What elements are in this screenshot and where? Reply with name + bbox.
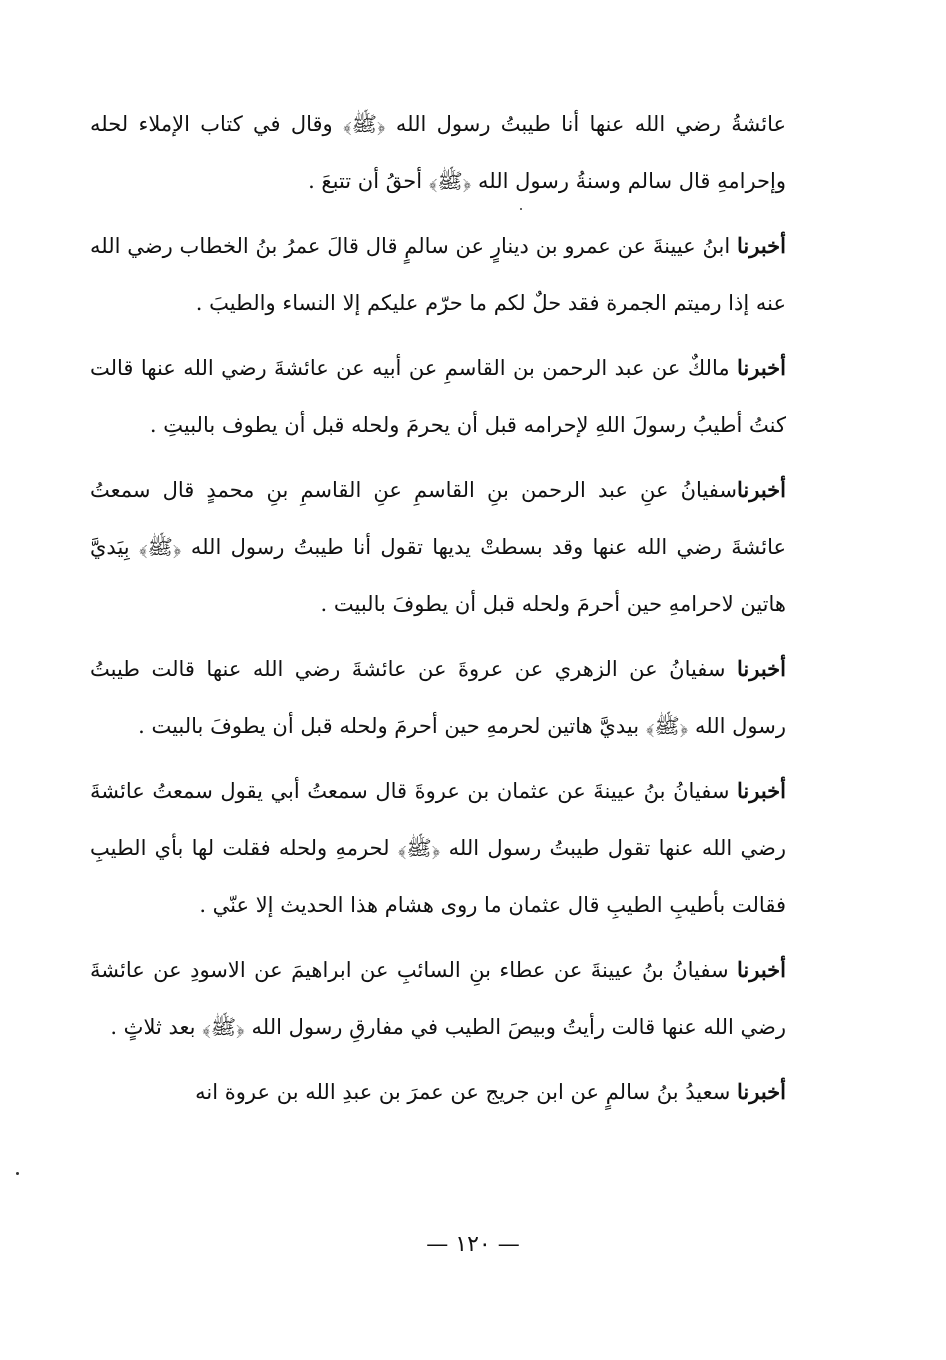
paragraph-lead: أخبرنا — [737, 1079, 786, 1104]
paragraph-text: ابنُ عيينةَ عن عمرو بن دينارٍ عن سالمٍ قال قالَ عمرُ بنُ الخطاب رضي الله عنه إذا رميتم الجمرة فقد حلٌ لكم ما حرّم عليكم إلا النساء والطيبَ . — [90, 234, 786, 315]
paragraph-text: عائشةُ رضي الله عنها أنا طيبتُ رسول الله ﴿ﷺ﴾ وقال في كتاب الإملاء لحله وإحرامهِ قال سالم وسنةُ رسول الله ﴿ﷺ﴾ أحقُ أن تتبعَ . — [90, 112, 786, 193]
paragraph-text: مالكٌ عن عبد الرحمن بن القاسمِ عن أبيه عن عائشةَ رضي الله عنها قالت كنتُ أطيبُ رسولَ اللهِ لإحرامه قبل أن يحرمَ ولحله قبل أن يطوف بالبيتِ . — [90, 356, 786, 437]
paragraph-text: سفيانُ بنُ عيينةَ عن عثمان بن عروةَ قال سمعتُ أبي يقول سمعتُ عائشةَ رضي الله عنها تقول طيبتُ رسول الله ﴿ﷺ﴾ لحرمهِ ولحله فقلت لها بأي الطيبِ فقالت بأطيبِ الطيبِ قال عثمان ما روى هشام هذا الحديث إلا عنّي . — [90, 779, 786, 917]
paragraph-text: سفيانُ بنُ عيينةَ عن عطاء بنِ السائبِ عن ابراهيمَ عن الاسودِ عن عائشةَ رضي الله عنها قالت رأيتُ وبيصَ الطيب في مفارقِ رسول الله ﴿ﷺ﴾ بعد ثلاثٍ . — [90, 958, 786, 1039]
paragraph-lead: أخبرنا — [737, 477, 786, 502]
paragraph-2 — [90, 217, 786, 332]
paragraph-5 — [90, 640, 786, 755]
paragraph-text: سفيانُ عن الزهري عن عروةَ عن عائشةَ رضي الله عنها قالت طيبتُ رسول الله ﴿ﷺ﴾ بيديَّ هاتين لحرمهِ حين أحرمَ ولحله قبل أن يطوفَ بالبيت . — [90, 657, 786, 738]
paragraph-8 — [90, 1063, 786, 1121]
scan-speck — [16, 1172, 19, 1175]
paragraph-7 — [90, 941, 786, 1056]
paragraph-4 — [90, 461, 786, 633]
paragraph-lead: أخبرنا — [737, 233, 786, 258]
scan-speck — [520, 208, 522, 210]
paragraph-lead: أخبرنا — [737, 656, 786, 681]
paragraph-lead: أخبرنا — [737, 355, 786, 380]
paragraph-lead: أخبرنا — [737, 778, 786, 803]
paragraph-1 — [90, 95, 786, 210]
page-number: — ١٢٠ — — [426, 1232, 520, 1257]
paragraph-text: سعيدُ بنُ سالمٍ عن ابن جريج عن عمرَ بن عبدِ الله بن عروة انه — [195, 1080, 738, 1104]
paragraph-text: سفيانُ عنِ عبد الرحمن بنِ القاسمِ عنِ القاسمِ بنِ محمدٍ قال سمعتُ عائشةَ رضي الله عنها وقد بسطتْ يديها تقول أنا طيبتُ رسول الله ﴿ﷺ﴾ بِيَديَّ هاتين لاحرامهِ حين أحرمَ ولحله قبل أن يطوفَ بالبيت . — [90, 478, 786, 616]
paragraph-lead: أخبرنا — [737, 957, 786, 982]
body-text — [90, 95, 786, 1128]
paragraph-3 — [90, 339, 786, 454]
paragraph-6 — [90, 762, 786, 934]
